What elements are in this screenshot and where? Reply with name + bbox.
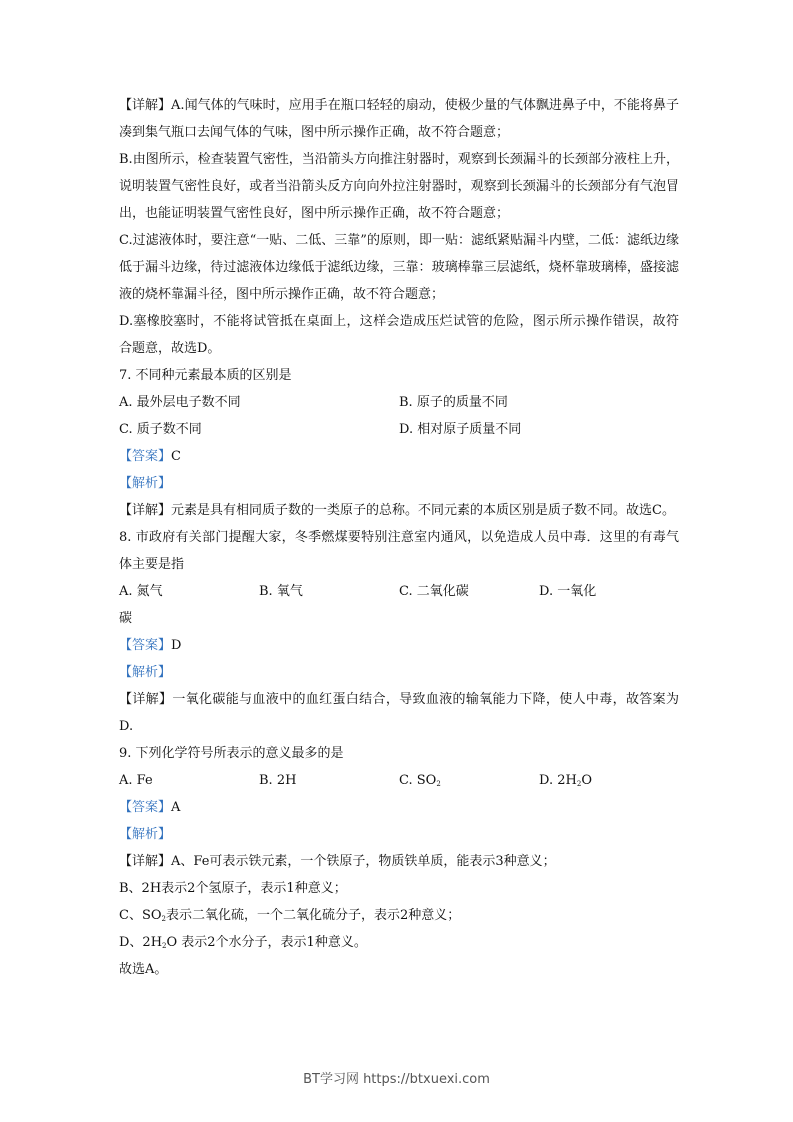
- q9-options-row: [119, 767, 679, 794]
- q8-detail: 【详解】一氧化碳能与血液中的血红蛋白结合，导致血液的输氧能力下降，使人中毒，故答案为D.: [119, 692, 679, 734]
- q8-option-a: A. 氮气: [119, 584, 163, 599]
- q8-options-row: [119, 578, 679, 605]
- detail-tag: 【详解】: [119, 854, 172, 869]
- q7-detail: 【详解】元素是具有相同质子数的一类原子的总称。不同元素的本质区别是质子数不同。故选C。: [119, 503, 675, 518]
- q7-options-row-1: [119, 389, 679, 416]
- q7-analysis-tag: 【解析】: [119, 476, 172, 491]
- detail-tag: 【详解】: [119, 692, 173, 707]
- q9-detail-a: 【详解】A、Fe可表示铁元素，一个铁原子，物质铁单质，能表示3种意义；: [119, 854, 556, 869]
- q6-detail-c: C.过滤液体时，要注意“一贴、二低、三靠”的原则，即一贴：滤纸紧贴漏斗内壁，二低：滤纸边缘低于漏斗边缘，待过滤液体边缘低于滤纸边缘，三靠：玻璃棒靠三层滤纸，烧杯靠玻璃棒，盛接滤液的烧杯靠漏斗径，图中所示操作正确，故不符合题意；: [119, 233, 679, 302]
- page-footer-watermark: BT学习网 https://btxuexi.com: [303, 1072, 490, 1087]
- q8-answer: 【答案】D: [119, 638, 182, 653]
- detail-tag: 【详解】: [119, 98, 172, 113]
- q9-analysis-tag: 【解析】: [119, 827, 172, 842]
- answer-tag: 【答案】: [119, 800, 172, 815]
- q9-detail-d: D、$2H_2O$ 表示2个水分子，表示1种意义。: [119, 935, 367, 950]
- q8-option-d-wrap: 碳: [119, 611, 133, 626]
- q7-stem: 7. 不同种元素最本质的区别是: [119, 368, 292, 383]
- q6-detail-d: D.塞橡胶塞时，不能将试管抵在桌面上，这样会造成压烂试管的危险，图示所示操作错误，故符合题意，故选D。: [119, 314, 679, 356]
- q7-option-d: D. 相对原子质量不同: [399, 422, 522, 437]
- q9-option-c: C. $SO_2$: [399, 773, 441, 788]
- q6-detail-a: 【详解】A.闻气体的气味时，应用手在瓶口轻轻的扇动，使极少量的气体飘进鼻子中，不能将鼻子凑到集气瓶口去闻气体的气味，图中所示操作正确，故不符合题意；: [119, 98, 679, 140]
- q9-option-a: A. Fe: [119, 773, 153, 788]
- q8-option-d: D. 一氧化: [539, 584, 597, 599]
- q9-answer: 【答案】A: [119, 800, 181, 815]
- q6-detail-b: B.由图所示，检查装置气密性，当沿箭头方向推注射器时，观察到长颈漏斗的长颈部分液柱上升，说明装置气密性良好，或者当沿箭头反方向向外拉注射器时，观察到长颈漏斗的长颈部分有气泡冒出，也能证明装置气密性良好，图中所示操作正确，故不符合题意；: [119, 152, 679, 221]
- q7-option-a: A. 最外层电子数不同: [119, 395, 241, 410]
- q9-option-d: D. $2H_2O$: [539, 773, 592, 788]
- q7-option-b: B. 原子的质量不同: [399, 395, 508, 410]
- q8-stem: 8. 市政府有关部门提醒大家，冬季燃煤要特别注意室内通风，以免造成人员中毒．这里的有毒气体主要是指: [119, 530, 679, 572]
- q7-answer: 【答案】C: [119, 449, 181, 464]
- q8-option-b: B. 氧气: [259, 584, 303, 599]
- q9-detail-b: B、2H表示2个氢原子，表示1种意义；: [119, 881, 347, 896]
- detail-tag: 【详解】: [119, 503, 172, 518]
- q9-detail-c: C、$SO_2$表示二氧化硫，一个二氧化硫分子，表示2种意义；: [119, 908, 461, 923]
- answer-tag: 【答案】: [119, 449, 172, 464]
- q9-option-b: B. 2H: [259, 773, 297, 788]
- q8-option-c: C. 二氧化碳: [399, 584, 469, 599]
- q7-options-row-2: [119, 416, 679, 443]
- answer-tag: 【答案】: [119, 638, 172, 653]
- document-body: [119, 92, 679, 983]
- q9-stem: 9. 下列化学符号所表示的意义最多的是: [119, 746, 344, 761]
- q8-analysis-tag: 【解析】: [119, 665, 172, 680]
- q9-conclusion: 故选A。: [119, 962, 168, 977]
- q7-option-c: C. 质子数不同: [119, 422, 202, 437]
